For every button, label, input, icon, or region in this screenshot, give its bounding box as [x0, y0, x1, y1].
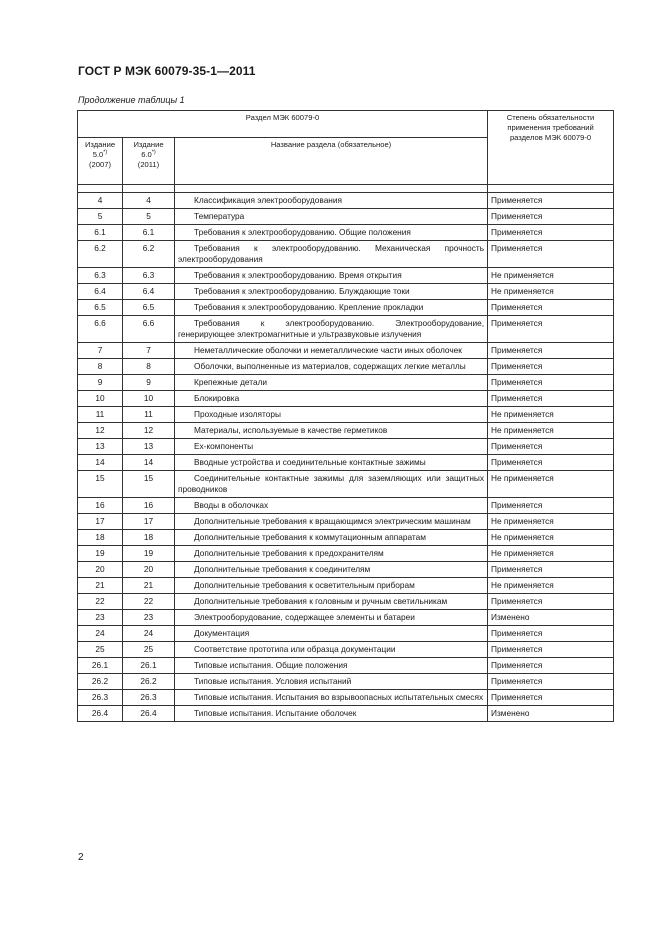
status-cell: Применяется — [488, 300, 614, 316]
edition6-cell: 22 — [123, 594, 175, 610]
edition6-cell: 8 — [123, 359, 175, 375]
edition5-cell: 13 — [78, 439, 123, 455]
table-row — [78, 439, 614, 455]
edition6-cell: 6.6 — [123, 316, 175, 343]
table-header-row — [78, 111, 614, 138]
edition6-cell: 23 — [123, 610, 175, 626]
table-row — [78, 578, 614, 594]
group-header: Раздел МЭК 60079-0 — [78, 111, 488, 138]
edition5-cell: 5 — [78, 209, 123, 225]
edition5-cell: 6.2 — [78, 241, 123, 268]
status-cell: Применяется — [488, 498, 614, 514]
edition5-cell: 19 — [78, 546, 123, 562]
section-name-cell: Электрооборудование, содержащее элементы и батареи — [175, 610, 488, 626]
table-row — [78, 674, 614, 690]
edition5-cell: 7 — [78, 343, 123, 359]
section-name-cell: Вводы в оболочках — [175, 498, 488, 514]
table-row — [78, 359, 614, 375]
section-name-cell: Дополнительные требования к вращающимся электрическим машинам — [175, 514, 488, 530]
edition5-cell: 8 — [78, 359, 123, 375]
status-cell: Применяется — [488, 690, 614, 706]
edition6-cell: 6.3 — [123, 268, 175, 284]
edition5-cell: 6.1 — [78, 225, 123, 241]
status-cell: Не применяется — [488, 268, 614, 284]
status-cell: Применяется — [488, 343, 614, 359]
edition6-cell: 11 — [123, 407, 175, 423]
section-name-cell: Оболочки, выполненные из материалов, содержащих легкие металлы — [175, 359, 488, 375]
edition6-cell: 6.5 — [123, 300, 175, 316]
status-cell: Применяется — [488, 209, 614, 225]
status-cell: Применяется — [488, 455, 614, 471]
status-cell: Применяется — [488, 225, 614, 241]
edition5-cell: 15 — [78, 471, 123, 498]
status-cell: Применяется — [488, 626, 614, 642]
table-row — [78, 225, 614, 241]
table-row — [78, 594, 614, 610]
status-cell: Применяется — [488, 674, 614, 690]
edition5-cell: 26.3 — [78, 690, 123, 706]
section-name-cell: Документация — [175, 626, 488, 642]
status-cell: Применяется — [488, 562, 614, 578]
table-row — [78, 626, 614, 642]
section-name-cell: Требования к электрооборудованию. Крепление прокладки — [175, 300, 488, 316]
edition6-cell: 6.4 — [123, 284, 175, 300]
edition6-cell: 5 — [123, 209, 175, 225]
table-row — [78, 562, 614, 578]
status-cell: Применяется — [488, 391, 614, 407]
edition5-cell: 6.6 — [78, 316, 123, 343]
status-cell: Не применяется — [488, 546, 614, 562]
edition5-cell: 26.1 — [78, 658, 123, 674]
status-cell: Не применяется — [488, 471, 614, 498]
status-cell: Применяется — [488, 642, 614, 658]
section-name-cell: Ех-компоненты — [175, 439, 488, 455]
table-row — [78, 241, 614, 268]
table-row — [78, 642, 614, 658]
status-cell: Применяется — [488, 658, 614, 674]
edition5-cell: 9 — [78, 375, 123, 391]
table-row — [78, 514, 614, 530]
table-row — [78, 268, 614, 284]
status-cell: Изменено — [488, 706, 614, 722]
edition5-cell: 20 — [78, 562, 123, 578]
table-caption: Продолжение таблицы 1 — [78, 95, 185, 105]
section-name-cell: Дополнительные требования к осветительным приборам — [175, 578, 488, 594]
edition5-cell: 6.3 — [78, 268, 123, 284]
table-row — [78, 498, 614, 514]
table-row — [78, 658, 614, 674]
section-name-cell: Температура — [175, 209, 488, 225]
edition5-cell: 22 — [78, 594, 123, 610]
section-name-cell: Соответствие прототипа или образца документации — [175, 642, 488, 658]
section-name-cell: Классификация электрооборудования — [175, 193, 488, 209]
edition6-cell: 9 — [123, 375, 175, 391]
edition5-cell: 24 — [78, 626, 123, 642]
status-cell: Не применяется — [488, 407, 614, 423]
edition6-column-header: Издание 6.0*) (2011) — [123, 138, 175, 185]
section-name-cell: Дополнительные требования к соединителям — [175, 562, 488, 578]
edition5-cell: 23 — [78, 610, 123, 626]
header-separator — [78, 185, 614, 193]
section-name-cell: Дополнительные требования к головным и ручным светильникам — [175, 594, 488, 610]
section-name-cell: Проходные изоляторы — [175, 407, 488, 423]
edition5-cell: 18 — [78, 530, 123, 546]
table-row — [78, 375, 614, 391]
status-cell: Не применяется — [488, 284, 614, 300]
section-name-cell: Типовые испытания. Условия испытаний — [175, 674, 488, 690]
section-name-cell: Крепежные детали — [175, 375, 488, 391]
section-name-cell: Типовые испытания. Испытания во взрывоопасных испытательных смесях — [175, 690, 488, 706]
status-column-header: Степень обязательности применения требований разделов МЭК 60079-0 — [488, 111, 614, 185]
edition6-cell: 15 — [123, 471, 175, 498]
edition5-cell: 25 — [78, 642, 123, 658]
edition6-cell: 24 — [123, 626, 175, 642]
section-name-cell: Типовые испытания. Общие положения — [175, 658, 488, 674]
document-header: ГОСТ Р МЭК 60079-35-1—2011 — [78, 64, 256, 78]
edition5-cell: 6.5 — [78, 300, 123, 316]
table-row — [78, 546, 614, 562]
edition6-cell: 4 — [123, 193, 175, 209]
edition5-cell: 26.2 — [78, 674, 123, 690]
section-name-cell: Требования к электрооборудованию. Общие положения — [175, 225, 488, 241]
edition6-cell: 26.1 — [123, 658, 175, 674]
table-row — [78, 530, 614, 546]
edition5-cell: 4 — [78, 193, 123, 209]
edition6-cell: 16 — [123, 498, 175, 514]
section-name-cell: Вводные устройства и соединительные контактные зажимы — [175, 455, 488, 471]
status-cell: Применяется — [488, 594, 614, 610]
table-row — [78, 423, 614, 439]
section-name-cell: Требования к электрооборудованию. Электрооборудование, генерирующее электромагнитные и ультразвуковые излучения — [175, 316, 488, 343]
edition6-cell: 20 — [123, 562, 175, 578]
status-cell: Не применяется — [488, 578, 614, 594]
section-name-cell: Дополнительные требования к коммутационным аппаратам — [175, 530, 488, 546]
edition6-cell: 18 — [123, 530, 175, 546]
edition5-cell: 11 — [78, 407, 123, 423]
edition6-cell: 21 — [123, 578, 175, 594]
section-name-cell: Блокировка — [175, 391, 488, 407]
section-name-cell: Материалы, используемые в качестве герметиков — [175, 423, 488, 439]
section-name-cell: Требования к электрооборудованию. Блуждающие токи — [175, 284, 488, 300]
status-cell: Применяется — [488, 375, 614, 391]
edition5-cell: 17 — [78, 514, 123, 530]
edition6-cell: 6.2 — [123, 241, 175, 268]
edition6-cell: 6.1 — [123, 225, 175, 241]
status-cell: Применяется — [488, 316, 614, 343]
edition5-cell: 21 — [78, 578, 123, 594]
page-number: 2 — [78, 852, 84, 863]
status-cell: Не применяется — [488, 530, 614, 546]
section-name-cell: Соединительные контактные зажимы для заземляющих или защитных проводников — [175, 471, 488, 498]
table-row — [78, 471, 614, 498]
section-name-cell: Требования к электрооборудованию. Время открытия — [175, 268, 488, 284]
edition6-cell: 19 — [123, 546, 175, 562]
table-row — [78, 407, 614, 423]
status-cell: Применяется — [488, 193, 614, 209]
edition5-cell: 14 — [78, 455, 123, 471]
name-column-header: Название раздела (обязательное) — [175, 138, 488, 185]
table-row — [78, 284, 614, 300]
edition5-cell: 10 — [78, 391, 123, 407]
table-row — [78, 300, 614, 316]
table-row — [78, 690, 614, 706]
edition6-cell: 17 — [123, 514, 175, 530]
edition6-cell: 14 — [123, 455, 175, 471]
edition5-column-header: Издание 5.0*) (2007) — [78, 138, 123, 185]
status-cell: Изменено — [488, 610, 614, 626]
edition6-cell: 7 — [123, 343, 175, 359]
status-cell: Не применяется — [488, 423, 614, 439]
edition6-cell: 26.2 — [123, 674, 175, 690]
edition6-cell: 10 — [123, 391, 175, 407]
section-name-cell: Требования к электрооборудованию. Механическая прочность электрооборудования — [175, 241, 488, 268]
table-row — [78, 343, 614, 359]
table-row — [78, 316, 614, 343]
table-row — [78, 455, 614, 471]
edition5-cell: 6.4 — [78, 284, 123, 300]
status-cell: Применяется — [488, 439, 614, 455]
edition5-cell: 26.4 — [78, 706, 123, 722]
table-row — [78, 193, 614, 209]
status-cell: Применяется — [488, 359, 614, 375]
table-row — [78, 391, 614, 407]
edition6-cell: 13 — [123, 439, 175, 455]
edition6-cell: 12 — [123, 423, 175, 439]
section-name-cell: Неметаллические оболочки и неметаллические части иных оболочек — [175, 343, 488, 359]
table-row — [78, 209, 614, 225]
status-cell: Не применяется — [488, 514, 614, 530]
table-row — [78, 610, 614, 626]
edition6-cell: 25 — [123, 642, 175, 658]
section-name-cell: Дополнительные требования к предохранителям — [175, 546, 488, 562]
edition5-cell: 12 — [78, 423, 123, 439]
edition6-cell: 26.3 — [123, 690, 175, 706]
requirements-table — [77, 110, 614, 722]
edition5-cell: 16 — [78, 498, 123, 514]
table-row — [78, 706, 614, 722]
edition6-cell: 26.4 — [123, 706, 175, 722]
section-name-cell: Типовые испытания. Испытание оболочек — [175, 706, 488, 722]
status-cell: Применяется — [488, 241, 614, 268]
